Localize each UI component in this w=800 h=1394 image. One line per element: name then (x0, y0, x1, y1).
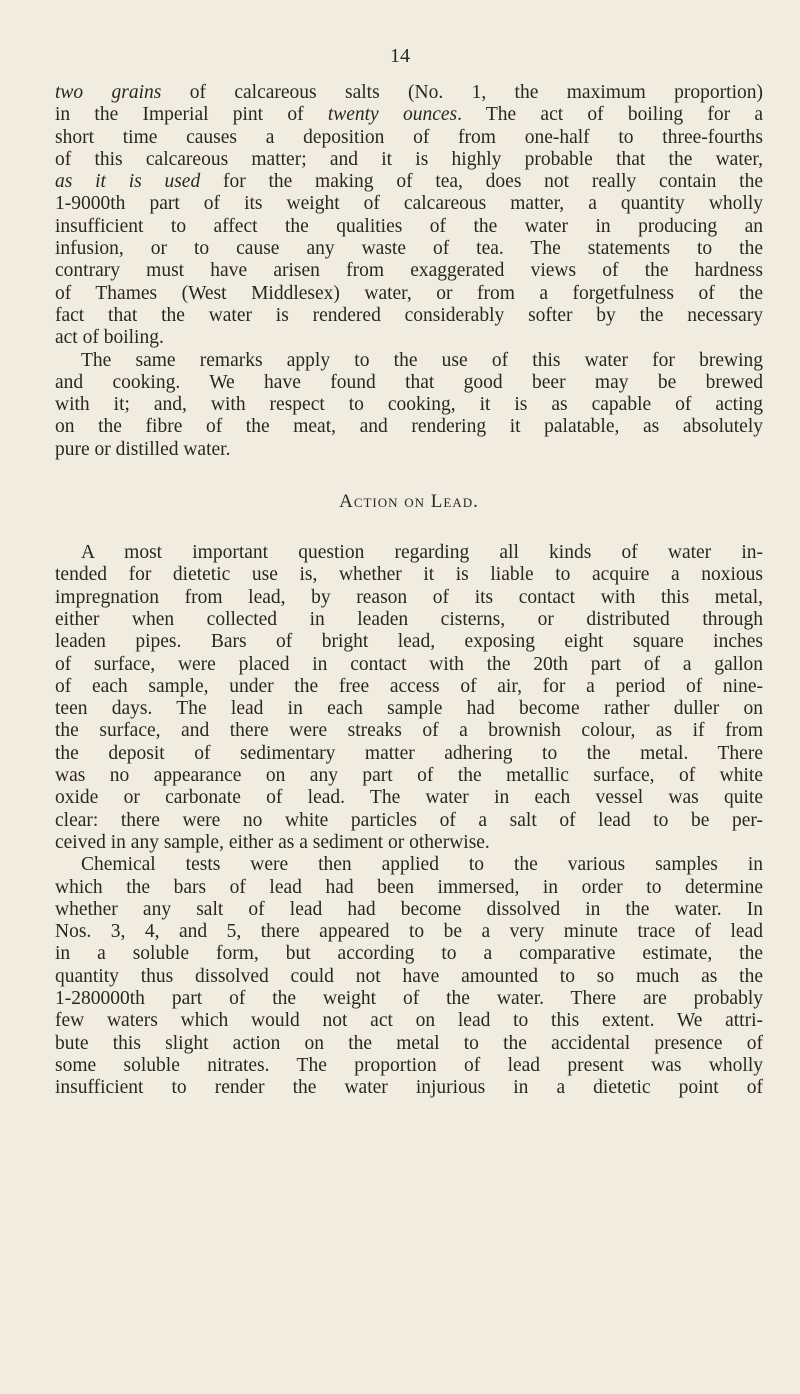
text-line: quantity thus dissolved could not have amounted to so much as the (55, 965, 763, 987)
text-line: either when collected in leaden cisterns, or distributed through (55, 608, 763, 630)
italic-phrase: two grains (55, 82, 162, 103)
text-line: of Thames (West Middlesex) water, or from a forgetfulness of the (55, 282, 763, 304)
section-heading (55, 491, 763, 513)
italic-phrase: twenty ounces (327, 104, 458, 126)
text-line: pure or distilled water. (55, 438, 231, 460)
text-line: on the fibre of the meat, and rendering it palatable, as absolutely (55, 416, 763, 438)
text-line: of this calcareous matter; and it is highly probable that the water, (55, 148, 763, 170)
text-line: bute this slight action on the metal to the accidental presence of (55, 1032, 763, 1054)
text-line: some soluble nitrates. The proportion of lead present was wholly (55, 1054, 763, 1076)
paragraph-chemical-tests (55, 854, 763, 1099)
text-line: in a soluble form, but according to a comparative estimate, the (55, 943, 763, 965)
text-line: of surface, were placed in contact with the 20th part of a gallon (55, 653, 763, 675)
text-line: was no appearance on any part of the metallic surface, of white (55, 765, 763, 787)
text-line: 1-280000th part of the weight of the water. There are probably (55, 987, 763, 1009)
text-line: few waters which would not act on lead to this extent. We attri- (55, 1010, 763, 1032)
text-line: Chemical tests were then applied to the various samples in (81, 854, 763, 876)
text-line: impregnation from lead, by reason of its contact with this metal, (55, 586, 763, 608)
text-line: with it; and, with respect to cooking, it is as capable of acting (55, 394, 763, 416)
text-line: insufficient to render the water injurious in a dietetic point of (55, 1077, 763, 1099)
text-line: ceived in any sample, either as a sediment or otherwise. (55, 831, 490, 853)
text-line: infusion, or to cause any waste of tea. The statements to the (55, 238, 763, 260)
text-line: teen days. The lead in each sample had become rather duller on (55, 698, 763, 720)
text-line: fact that the water is rendered considerably softer by the necessary (55, 304, 763, 326)
paragraph-brewing-cooking (55, 350, 763, 461)
text-line: whether any salt of lead had become dissolved in the water. In (55, 898, 763, 920)
text-line: Nos. 3, 4, and 5, there appeared to be a very minute trace of lead (55, 921, 763, 943)
text-column (55, 82, 763, 1099)
italic-phrase: as it is used (55, 171, 201, 193)
paragraph-calcareous-matter (55, 82, 763, 350)
text-line: two grains of calcareous salts (No. 1, the maximum proportion) (55, 82, 763, 103)
text-line: clear: there were no white particles of a salt of lead to be per- (55, 809, 763, 831)
text-line: contrary must have arisen from exaggerated views of the hardness (55, 260, 763, 282)
section-heading-text: Action on Lead. (339, 491, 479, 513)
text-line: tended for dietetic use is, whether it is liable to acquire a noxious (55, 564, 763, 586)
text-line: act of boiling. (55, 327, 164, 349)
text-line: and cooking. We have found that good beer may be brewed (55, 371, 763, 393)
text-line: The same remarks apply to the use of this water for brewing (81, 349, 763, 371)
text-line: in the Imperial pint of twenty ounces. The act of boiling for a (55, 104, 763, 126)
text-line: insufficient to affect the qualities of the water in producing an (55, 215, 763, 237)
text-line: oxide or carbonate of lead. The water in each vessel was quite (55, 787, 763, 809)
page-number: 14 (390, 45, 410, 67)
text-line: the surface, and there were streaks of a brownish colour, as if from (55, 720, 763, 742)
paragraph-lead-question (55, 542, 763, 854)
text-line: 1-9000th part of its weight of calcareous matter, a quantity wholly (55, 193, 763, 215)
text-line: which the bars of lead had been immersed, in order to determine (55, 876, 763, 898)
text-line: A most important question regarding all kinds of water in- (81, 542, 763, 564)
text-line: of each sample, under the free access of air, for a period of nine- (55, 675, 763, 697)
text-line: the deposit of sedimentary matter adhering to the metal. There (55, 742, 763, 764)
text-line: as it is used for the making of tea, does not really contain the (55, 171, 763, 193)
text-line: short time causes a deposition of from one-half to three-fourths (55, 126, 763, 148)
text-line: leaden pipes. Bars of bright lead, exposing eight square inches (55, 631, 763, 653)
